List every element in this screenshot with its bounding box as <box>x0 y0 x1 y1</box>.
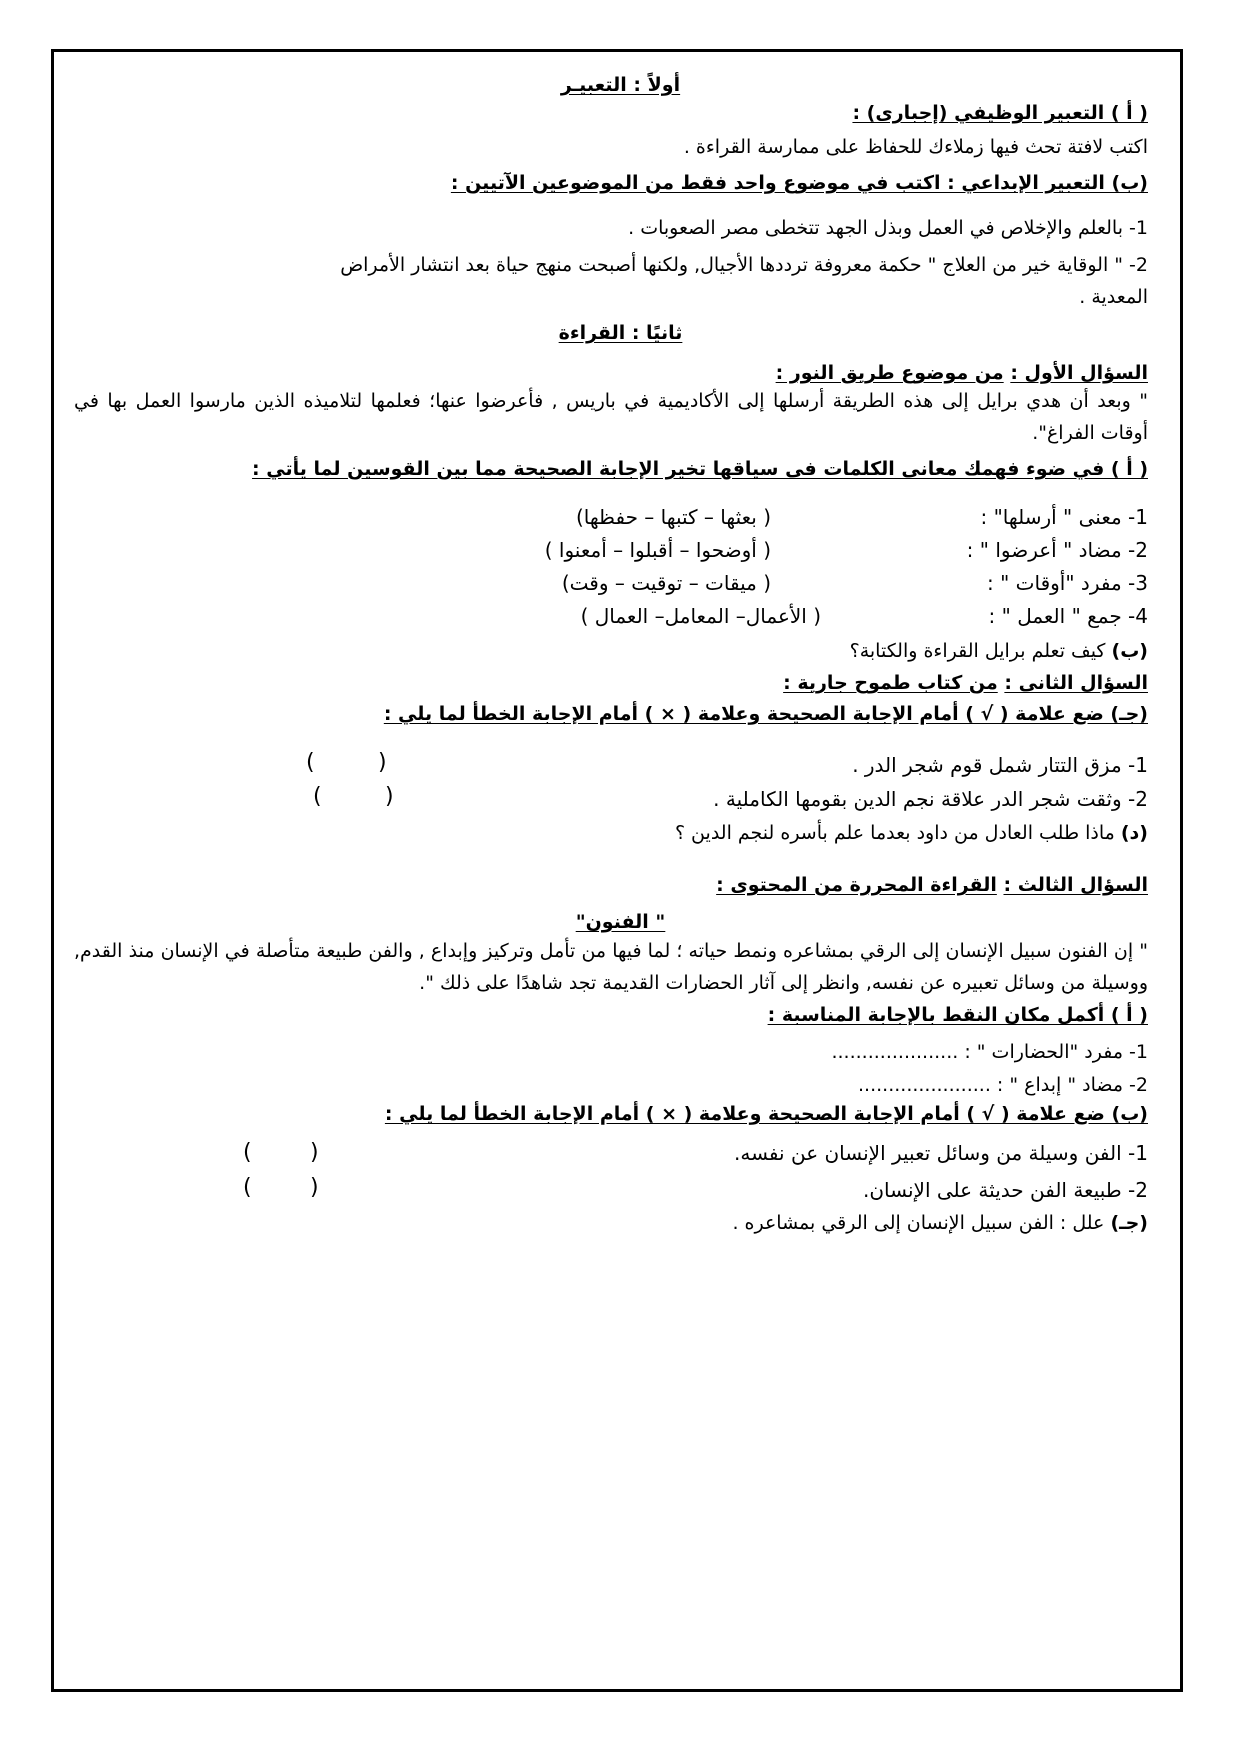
creative-topic-2-line-2: المعدية . <box>1079 286 1148 308</box>
q3-statement-2-open-paren[interactable]: ( <box>310 1175 319 1200</box>
q3-c-text: علل : الفن سبيل الإنسان إلى الرقي بمشاعره . <box>732 1212 1105 1234</box>
q3-statement-2: 2- طبيعة الفن حديثة على الإنسان. <box>862 1178 1148 1202</box>
q1-item-1-options: ( بعثها – كتبها – حفظها) <box>575 505 771 529</box>
q1-a-title: ( أ ) في ضوء فهمك معانى الكلمات فى سياقها تخير الإجابة الصحيحة مما بين القوسين لما يأتي : <box>252 458 1148 480</box>
page-border <box>51 49 1183 1692</box>
q2-header <box>783 670 1148 696</box>
expression-heading: أولاً : التعبيـر <box>560 74 681 96</box>
q2-statement-2-open-paren[interactable]: ( <box>385 784 394 809</box>
q1-passage: " وبعد أن هدي برايل إلى هذه الطريقة أرسلها إلى الأكاديمية في باريس , فأعرضوا عنها؛ فعلمها لتلاميذه الذين مارسوا العمل بها في أوقات الفراغ". <box>74 390 1148 444</box>
q1-item-2-question: 2- مضاد " أعرضوا " : <box>966 538 1148 562</box>
q3-statement-1-open-paren[interactable]: ( <box>310 1140 319 1165</box>
q1-b-label: (ب) <box>1111 640 1148 662</box>
q1-header <box>776 360 1148 386</box>
creative-topic-2-line-1: 2- " الوقاية خير من العلاج " حكمة معروفة ترددها الأجيال, ولكنها أصبحت منهج حياة بعد انتشار الأمراض <box>340 254 1148 276</box>
reading-heading: ثانيًا : القراءة <box>558 322 683 344</box>
q2-d-label: (د) <box>1120 822 1148 844</box>
q2-label: السؤال الثانى : <box>1004 672 1148 694</box>
q1-item-4-question: 4- جمع " العمل " : <box>988 604 1148 628</box>
q2-statement-1: 1- مزق التتار شمل قوم شجر الدر . <box>852 753 1148 777</box>
q3-fill-1[interactable]: 1- مفرد "الحضارات " : ..................... <box>831 1041 1148 1063</box>
q3-statement-1: 1- الفن وسيلة من وسائل تعبير الإنسان عن نفسه. <box>734 1141 1148 1165</box>
q3-c-label: (جـ) <box>1110 1212 1148 1234</box>
q2-c-title: (جـ) ضع علامة ( √ ) أمام الإجابة الصحيحة وعلامة ( × ) أمام الإجابة الخطأ لما يلي : <box>383 703 1148 725</box>
q3-header <box>716 872 1148 898</box>
q1-item-3-question: 3- مفرد "أوقات " : <box>987 571 1148 595</box>
q2-statement-2: 2- وثقت شجر الدر علاقة نجم الدين بقومها الكاملية . <box>713 787 1148 811</box>
q2-statement-1-open-paren[interactable]: ( <box>378 750 387 775</box>
q1-item-1-question: 1- معنى " أرسلها" : <box>980 505 1148 529</box>
q1-item-2-options: ( أوضحوا – أقبلوا – أمعنوا ) <box>544 538 771 562</box>
q2-d-text: ماذا طلب العادل من داود بعدما علم بأسره لنجم الدين ؟ <box>674 822 1115 844</box>
q2-source: من كتاب طموح جارية : <box>783 672 998 694</box>
q3-c <box>732 1210 1148 1236</box>
q2-statement-1-close-paren[interactable]: ) <box>306 750 315 775</box>
functional-expression-title: ( أ ) التعبير الوظيفي (إجبارى) : <box>852 102 1148 124</box>
q1-item-3-options: ( ميقات – توقيت – وقت) <box>561 571 771 595</box>
creative-topic-1: 1- بالعلم والإخلاص في العمل وبذل الجهد تتخطى مصر الصعوبات . <box>628 217 1148 239</box>
q2-d <box>675 820 1148 846</box>
q3-passage: " إن الفنون سبيل الإنسان إلى الرقي بمشاعره ونمط حياته ؛ لما فيها من تأمل وتركيز وإبداع , والفن طبيعة متأصلة في الإنسان منذ القدم, ووسيلة من وسائل تعبيره عن نفسه, وانظر إلى آثار الحضارات القديمة تجد شاهدًا على ذلك ". <box>74 940 1148 994</box>
q1-b-text: كيف تعلم برايل القراءة والكتابة؟ <box>849 640 1106 662</box>
q1-label: السؤال الأول : <box>1010 362 1148 384</box>
q3-b-title: (ب) ضع علامة ( √ ) أمام الإجابة الصحيحة وعلامة ( × ) أمام الإجابة الخطأ لما يلي : <box>384 1103 1148 1125</box>
q1-source: من موضوع طريق النور : <box>775 362 1004 384</box>
q3-label: السؤال الثالث : <box>1003 874 1148 896</box>
q3-a-title: ( أ ) أكمل مكان النقط بالإجابة المناسبة : <box>767 1004 1148 1026</box>
q3-fill-2[interactable]: 2- مضاد " إبداع " : ...................... <box>858 1074 1148 1096</box>
q3-statement-1-close-paren[interactable]: ) <box>243 1140 252 1165</box>
q1-item-4-options: ( الأعمال– المعامل– العمال ) <box>580 604 821 628</box>
q2-statement-2-close-paren[interactable]: ) <box>313 784 322 809</box>
q3-statement-2-close-paren[interactable]: ) <box>243 1175 252 1200</box>
q3-source: القراءة المحررة من المحتوى : <box>716 874 997 896</box>
functional-task: اكتب لافتة تحث فيها زملاءك للحفاظ على ممارسة القراءة . <box>683 136 1148 158</box>
q1-b <box>850 638 1148 664</box>
creative-expression-title: (ب) التعبير الإبداعي : اكتب في موضوع واحد فقط من الموضوعين الآتيين : <box>450 172 1148 194</box>
q3-passage-title: " الفنون" <box>575 911 666 933</box>
